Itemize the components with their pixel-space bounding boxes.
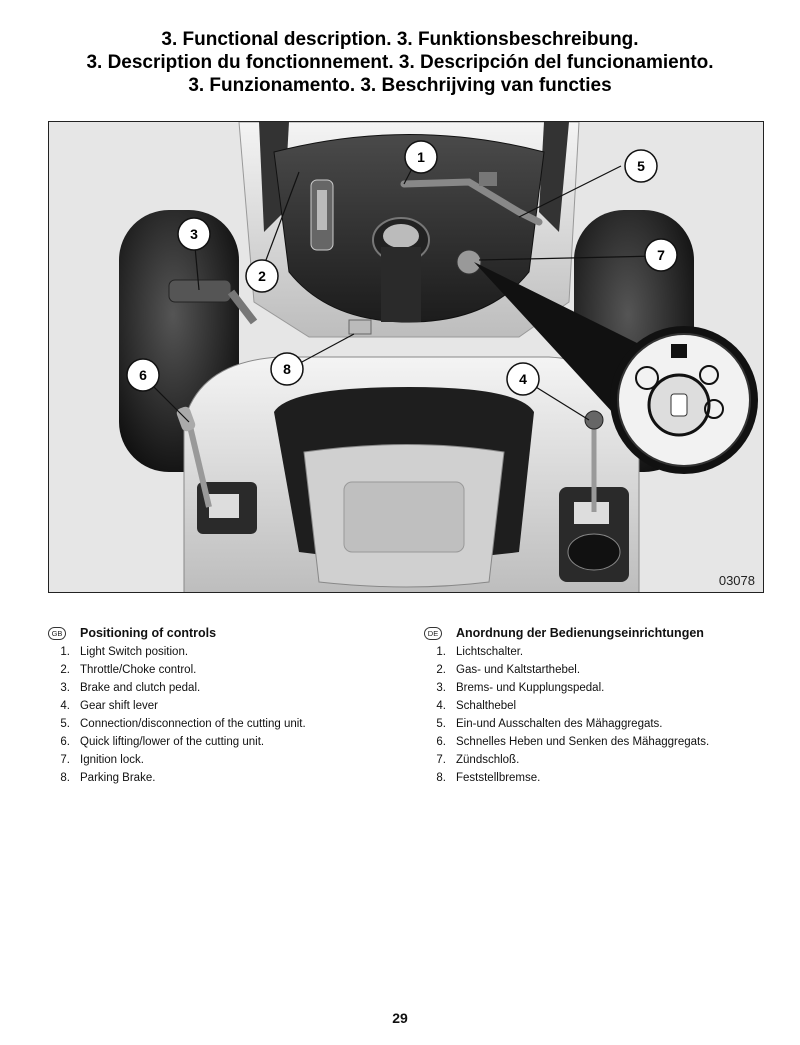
list-item: 5. Ein-und Ausschalten des Mähaggregats. <box>436 718 663 730</box>
list-item: 3. Brake and clutch pedal. <box>60 682 201 694</box>
list-item: 1. Lichtschalter. <box>436 646 524 658</box>
svg-text:8: 8 <box>283 361 291 377</box>
svg-text:5: 5 <box>637 158 645 174</box>
list-item: 2. Throttle/Choke control. <box>60 664 197 676</box>
callout-1 <box>405 141 437 173</box>
svg-text:7: 7 <box>657 247 665 263</box>
figure-code: 03078 <box>718 573 755 588</box>
title-line-3: 3. Funzionamento. 3. Beschrijving van functies <box>188 75 612 96</box>
callout-3 <box>178 218 210 250</box>
callout-2 <box>246 260 278 292</box>
gb-language-badge: GB <box>48 627 66 640</box>
svg-text:3: 3 <box>190 226 198 242</box>
gb-section-title: Positioning of controls <box>80 626 217 640</box>
list-item: 3. Brems- und Kupplungspedal. <box>436 682 605 694</box>
svg-text:2: 2 <box>258 268 266 284</box>
gb-controls-list <box>48 643 408 787</box>
list-item: 1. Light Switch position. <box>60 646 189 658</box>
list-item: 4. Gear shift lever <box>60 700 158 712</box>
de-language-badge: DE <box>424 627 442 640</box>
list-item: 5. Connection/disconnection of the cutting unit. <box>60 718 306 730</box>
page-number: 29 <box>392 1010 408 1026</box>
list-item: 7. Zündschloß. <box>436 754 520 766</box>
controls-figure <box>48 121 764 593</box>
list-item: 8. Feststellbremse. <box>436 772 541 784</box>
svg-text:1: 1 <box>417 149 425 165</box>
list-item: 6. Quick lifting/lower of the cutting unit. <box>60 736 265 748</box>
title-line-2: 3. Description du fonctionnement. 3. Descripción del funcionamiento. <box>86 52 714 73</box>
callout-5 <box>625 150 657 182</box>
de-controls-list <box>424 643 784 787</box>
list-item: 4. Schalthebel <box>436 700 517 712</box>
svg-text:4: 4 <box>519 371 527 387</box>
callout-7 <box>645 239 677 271</box>
gb-section <box>48 626 408 787</box>
title-line-1: 3. Functional description. 3. Funktionsbeschreibung. <box>161 29 639 50</box>
list-item: 6. Schnelles Heben und Senken des Mähaggregats. <box>436 736 710 748</box>
callout-6 <box>127 359 159 391</box>
callout-4 <box>507 363 539 395</box>
list-item: 8. Parking Brake. <box>60 772 156 784</box>
list-item: 2. Gas- und Kaltstarthebel. <box>436 664 581 676</box>
de-section-title: Anordnung der Bedienungseinrichtungen <box>456 626 704 640</box>
callout-8 <box>271 353 303 385</box>
svg-text:6: 6 <box>139 367 147 383</box>
page-title <box>0 28 800 97</box>
tractor-illustration <box>49 122 764 593</box>
de-section <box>424 626 784 787</box>
list-item: 7. Ignition lock. <box>60 754 144 766</box>
